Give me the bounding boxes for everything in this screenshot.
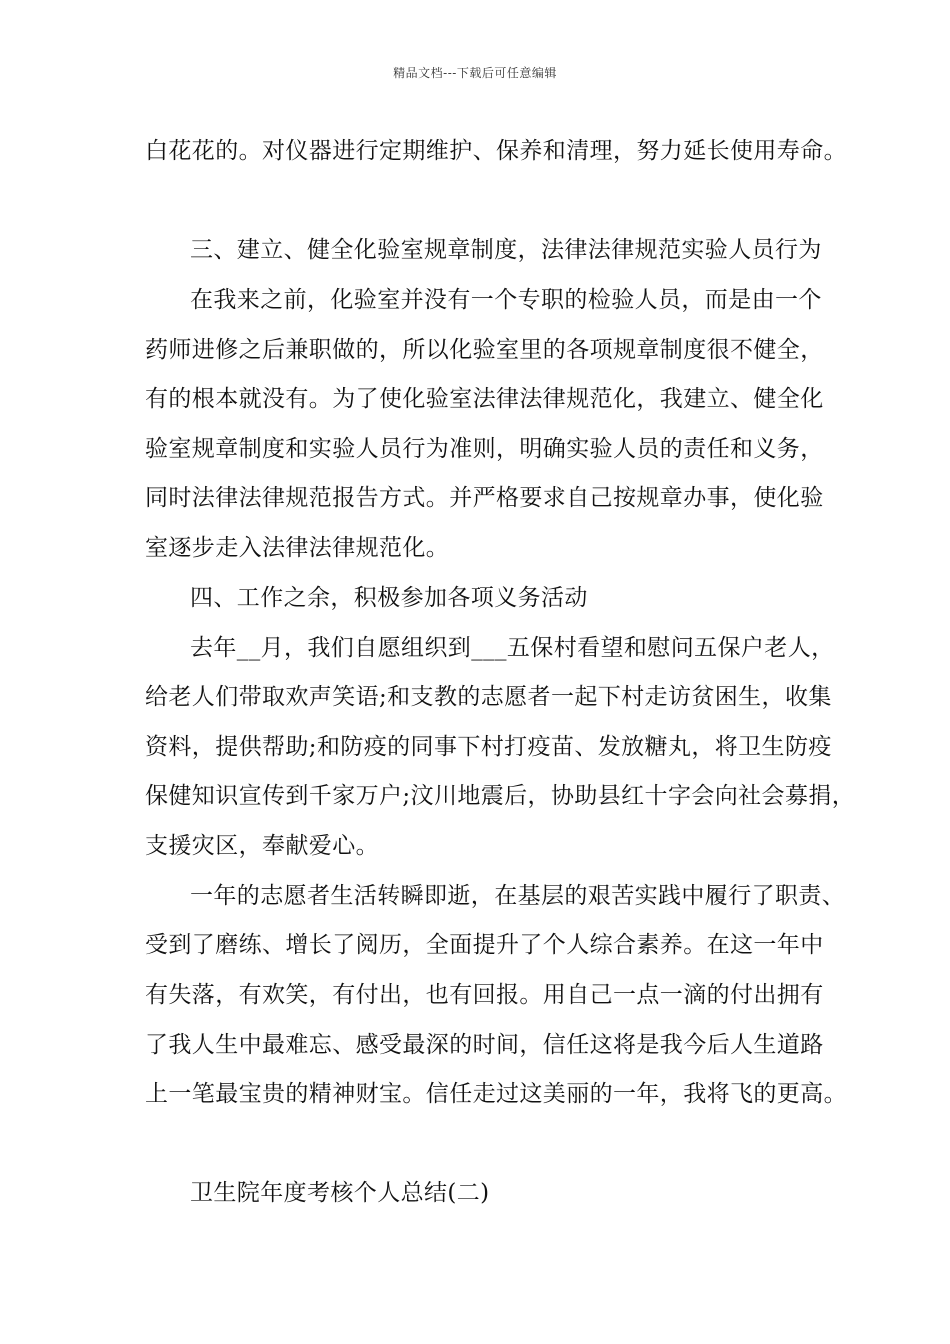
paragraph-line: 给老人们带取欢声笑语;和支教的志愿者一起下村走访贫困生，收集 <box>145 684 832 710</box>
paragraph-line: 一年的志愿者生活转瞬即逝，在基层的艰苦实践中履行了职责、 <box>190 883 846 909</box>
paragraph-line: 白花花的。对仪器进行定期维护、保养和清理，努力延长使用寿命。 <box>145 138 847 164</box>
section-heading: 四、工作之余，积极参加各项义务活动 <box>190 585 588 611</box>
paragraph-line: 验室规章制度和实验人员行为准则，明确实验人员的责任和义务， <box>145 436 824 462</box>
paragraph-line: 有失落，有欢笑，有付出，也有回报。用自己一点一滴的付出拥有 <box>145 982 824 1008</box>
paragraph-line: 受到了磨练、增长了阅历，全面提升了个人综合素养。在这一年中 <box>145 932 824 958</box>
page-header: 精品文档---下载后可任意编辑 <box>393 66 557 80</box>
paragraph-line: 保健知识宣传到千家万户;汶川地震后，协助县红十字会向社会募捐， <box>145 783 856 809</box>
paragraph-line: 同时法律法律规范报告方式。并严格要求自己按规章办事，使化验 <box>145 485 824 511</box>
paragraph-line: 资料，提供帮助;和防疫的同事下村打疫苗、发放糖丸，将卫生防疫 <box>145 734 832 760</box>
document-subtitle: 卫生院年度考核个人总结(二) <box>190 1180 490 1206</box>
paragraph-line: 支援灾区，奉献爱心。 <box>145 833 379 859</box>
paragraph-line: 了我人生中最难忘、感受最深的时间，信任这将是我今后人生道路 <box>145 1032 824 1058</box>
paragraph-line: 药师进修之后兼职做的，所以化验室里的各项规章制度很不健全， <box>145 337 824 363</box>
paragraph-line: 上一笔最宝贵的精神财宝。信任走过这美丽的一年，我将飞的更高。 <box>145 1081 847 1107</box>
paragraph-line: 去年__月，我们自愿组织到___五保村看望和慰问五保户老人， <box>190 635 835 661</box>
paragraph-line: 有的根本就没有。为了使化验室法律法律规范化，我建立、健全化 <box>145 386 824 412</box>
section-heading: 三、建立、健全化验室规章制度，法律法律规范实验人员行为 <box>190 237 822 263</box>
paragraph-line: 室逐步走入法律法律规范化。 <box>145 535 450 561</box>
paragraph-line: 在我来之前，化验室并没有一个专职的检验人员，而是由一个 <box>190 287 822 313</box>
